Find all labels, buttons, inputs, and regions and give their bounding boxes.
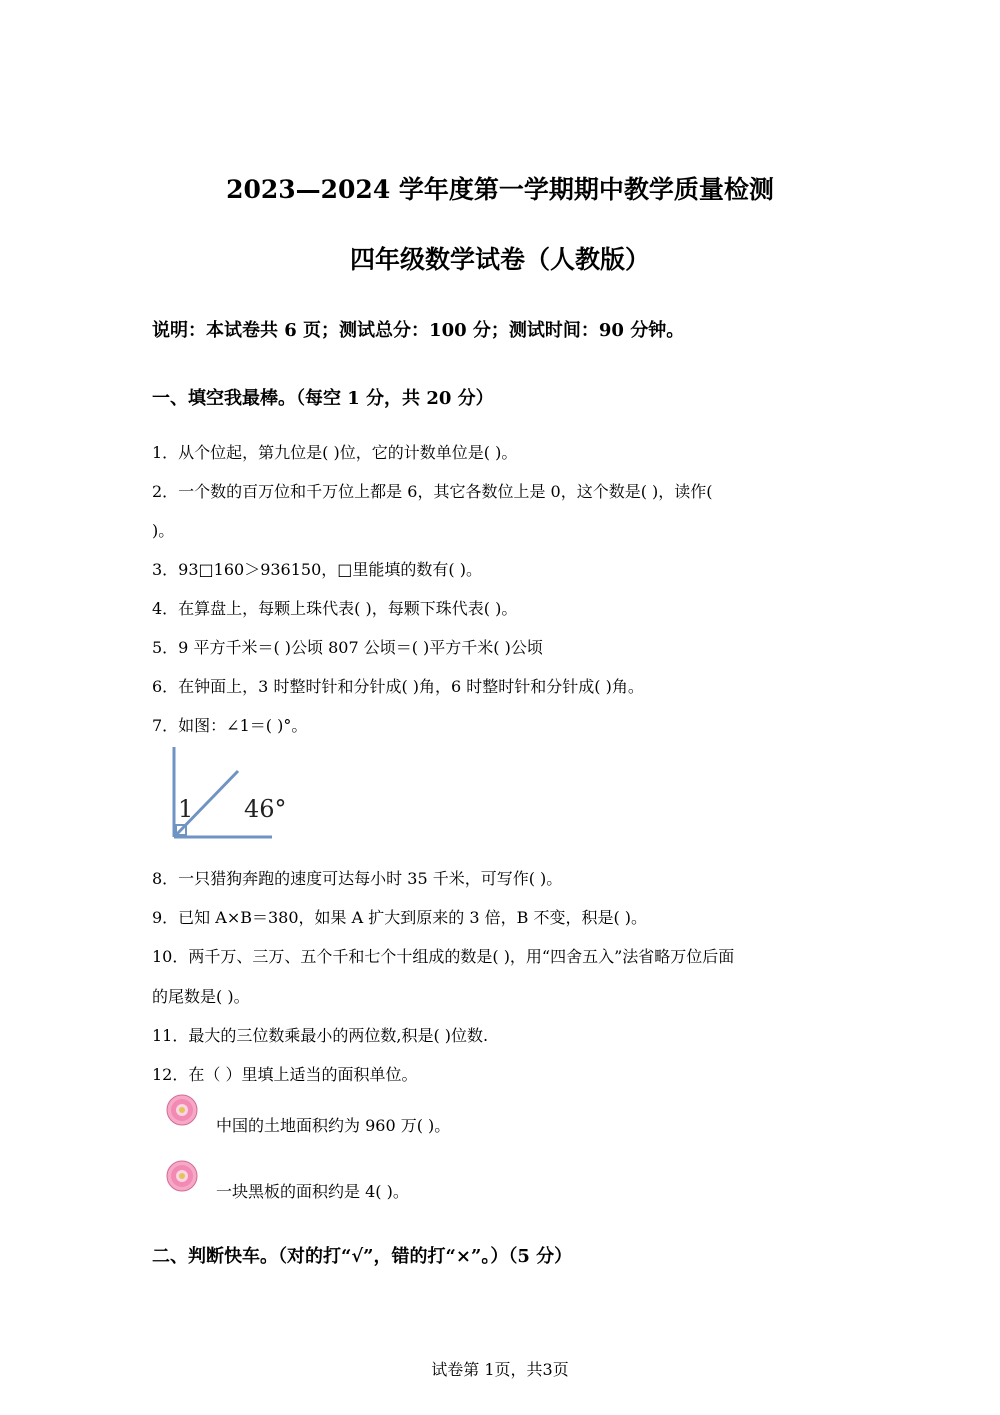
sub-item-land-area: 中国的土地面积约为 960 万( )。 <box>216 1116 451 1135</box>
question-12: 12．在（ ）里填上适当的面积单位。 <box>152 1065 418 1084</box>
question-9: 9．已知 A×B＝380，如果 A 扩大到原来的 3 倍，B 不变，积是( )。 <box>152 908 648 927</box>
question-1: 1．从个位起，第九位是( )位，它的计数单位是( )。 <box>152 443 518 462</box>
page-footer: 试卷第 1页，共3页 <box>431 1360 569 1379</box>
flower-icon <box>166 1094 198 1126</box>
section-heading: 一、填空我最棒。（每空 1 分，共 20 分） <box>152 388 494 409</box>
flower-icon <box>166 1160 198 1192</box>
question-5: 5．9 平方千米＝( )公顷 807 公顷＝( )平方千米( )公顷 <box>152 638 543 657</box>
question-10: 10．两千万、三万、五个千和七个十组成的数是( )，用“四舍五入”法省略万位后面 <box>152 947 735 966</box>
section-heading: 二、判断快车。（对的打“√”，错的打“×”。）（5 分） <box>152 1246 573 1267</box>
exam-instructions: 说明：本试卷共 6 页；测试总分：100 分；测试时间：90 分钟。 <box>152 320 685 341</box>
question-2-continued: )。 <box>152 521 175 540</box>
angle-figure <box>160 745 290 845</box>
question-2: 2．一个数的百万位和千万位上都是 6，其它各数位上是 0，这个数是( )，读作( <box>152 482 713 501</box>
exam-subtitle: 四年级数学试卷（人教版） <box>349 245 650 274</box>
question-11: 11．最大的三位数乘最小的两位数,积是( )位数. <box>152 1026 489 1045</box>
angle-label: 1 <box>178 795 194 823</box>
question-3: 3．93□160＞936150，□里能填的数有( )。 <box>152 560 482 579</box>
question-7: 7．如图：∠1＝( )°。 <box>152 716 308 735</box>
question-6: 6．在钟面上，3 时整时针和分针成( )角，6 时整时针和分针成( )角。 <box>152 677 644 696</box>
sub-item-blackboard-area: 一块黑板的面积约是 4( )。 <box>216 1182 409 1201</box>
exam-title: 2023—2024 学年度第一学期期中教学质量检测 <box>226 175 774 204</box>
question-10-continued: 的尾数是( )。 <box>152 987 250 1006</box>
degree-label: 46° <box>244 795 287 823</box>
question-8: 8．一只猎狗奔跑的速度可达每小时 35 千米，可写作( )。 <box>152 869 563 888</box>
question-4: 4．在算盘上，每颗上珠代表( )，每颗下珠代表( )。 <box>152 599 518 618</box>
